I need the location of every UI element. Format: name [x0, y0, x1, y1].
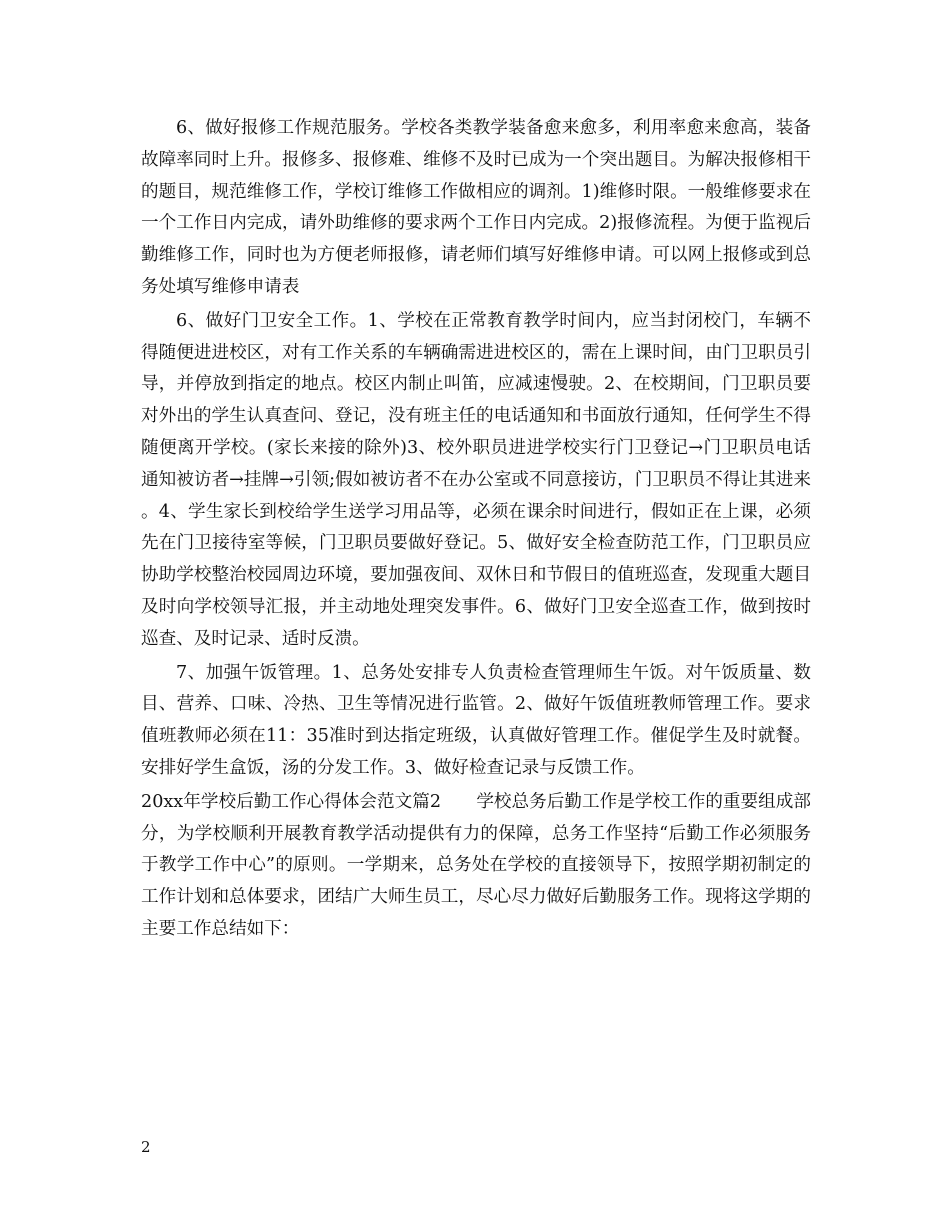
page-number: 2	[141, 1138, 151, 1156]
document-body	[141, 113, 811, 948]
paragraph-lunch-management: 7、加强午饭管理。1、总务处安排专人负责检查管理师生午饭。对午饭质量、数目、营养、口味、冷热、卫生等情况进行监管。2、做好午饭值班教师管理工作。要求值班教师必须在11：35准时到达指定班级，认真做好管理工作。催促学生及时就餐。安排好学生盒饭，汤的分发工作。3、做好检查记录与反馈工作。	[141, 662, 811, 778]
paragraph-repair-service: 6、做好报修工作规范服务。学校各类教学装备愈来愈多，利用率愈来愈高，装备故障率同时上升。报修多、报修难、维修不及时已成为一个突出题目。为解决报修相干的题目，规范维修工作，学校订维修工作做相应的调剂。1)维修时限。一般维修要求在一个工作日内完成，请外助维修的要求两个工作日内完成。2)报修流程。为便于监视后勤维修工作，同时也为方便老师报修，请老师们填写好维修申请。可以网上报修或到总务处填写维修申请表	[141, 118, 811, 297]
paragraph-gate-security: 6、做好门卫安全工作。1、学校在正常教育教学时间内，应当封闭校门，车辆不得随便进进校区，对有工作关系的车辆确需进进校区的，需在上课时间，由门卫职员引导，并停放到指定的地点。校区内制止叫笛，应减速慢驶。2、在校期间，门卫职员要对外出的学生认真查问、登记，没有班主任的电话通知和书面放行通知，任何学生不得随便离开学校。(家长来接的除外)3、校外职员进进学校实行门卫登记→门卫职员电话通知被访者→挂牌→引领;假如被访者不在办公室或不同意接访，门卫职员不得让其进来。4、学生家长到校给学生送学习用品等，必须在课余时间进行，假如正在上课，必须先在门卫接待室等候，门卫职员要做好登记。5、做好安全检查防范工作，门卫职员应协助学校整治校园周边环境，要加强夜间、双休日和节假日的值班巡查，发现重大题目及时向学校领导汇报，并主动地处理突发事件。6、做好门卫安全巡查工作，做到按时巡查、及时记录、适时反溃。	[141, 310, 811, 649]
paragraph-article-2-intro: 20xx年学校后勤工作心得体会范文篇2 学校总务后勤工作是学校工作的重要组成部分，为学校顺利开展教育教学活动提供有力的保障，总务工作坚持“后勤工作必须服务于教学工作中心”的原则。一学期来，总务处在学校的直接领导下，按照学期初制定的工作计划和总体要求，团结广大师生员工，尽心尽力做好后勤服务工作。现将这学期的主要工作总结如下：	[141, 791, 811, 939]
